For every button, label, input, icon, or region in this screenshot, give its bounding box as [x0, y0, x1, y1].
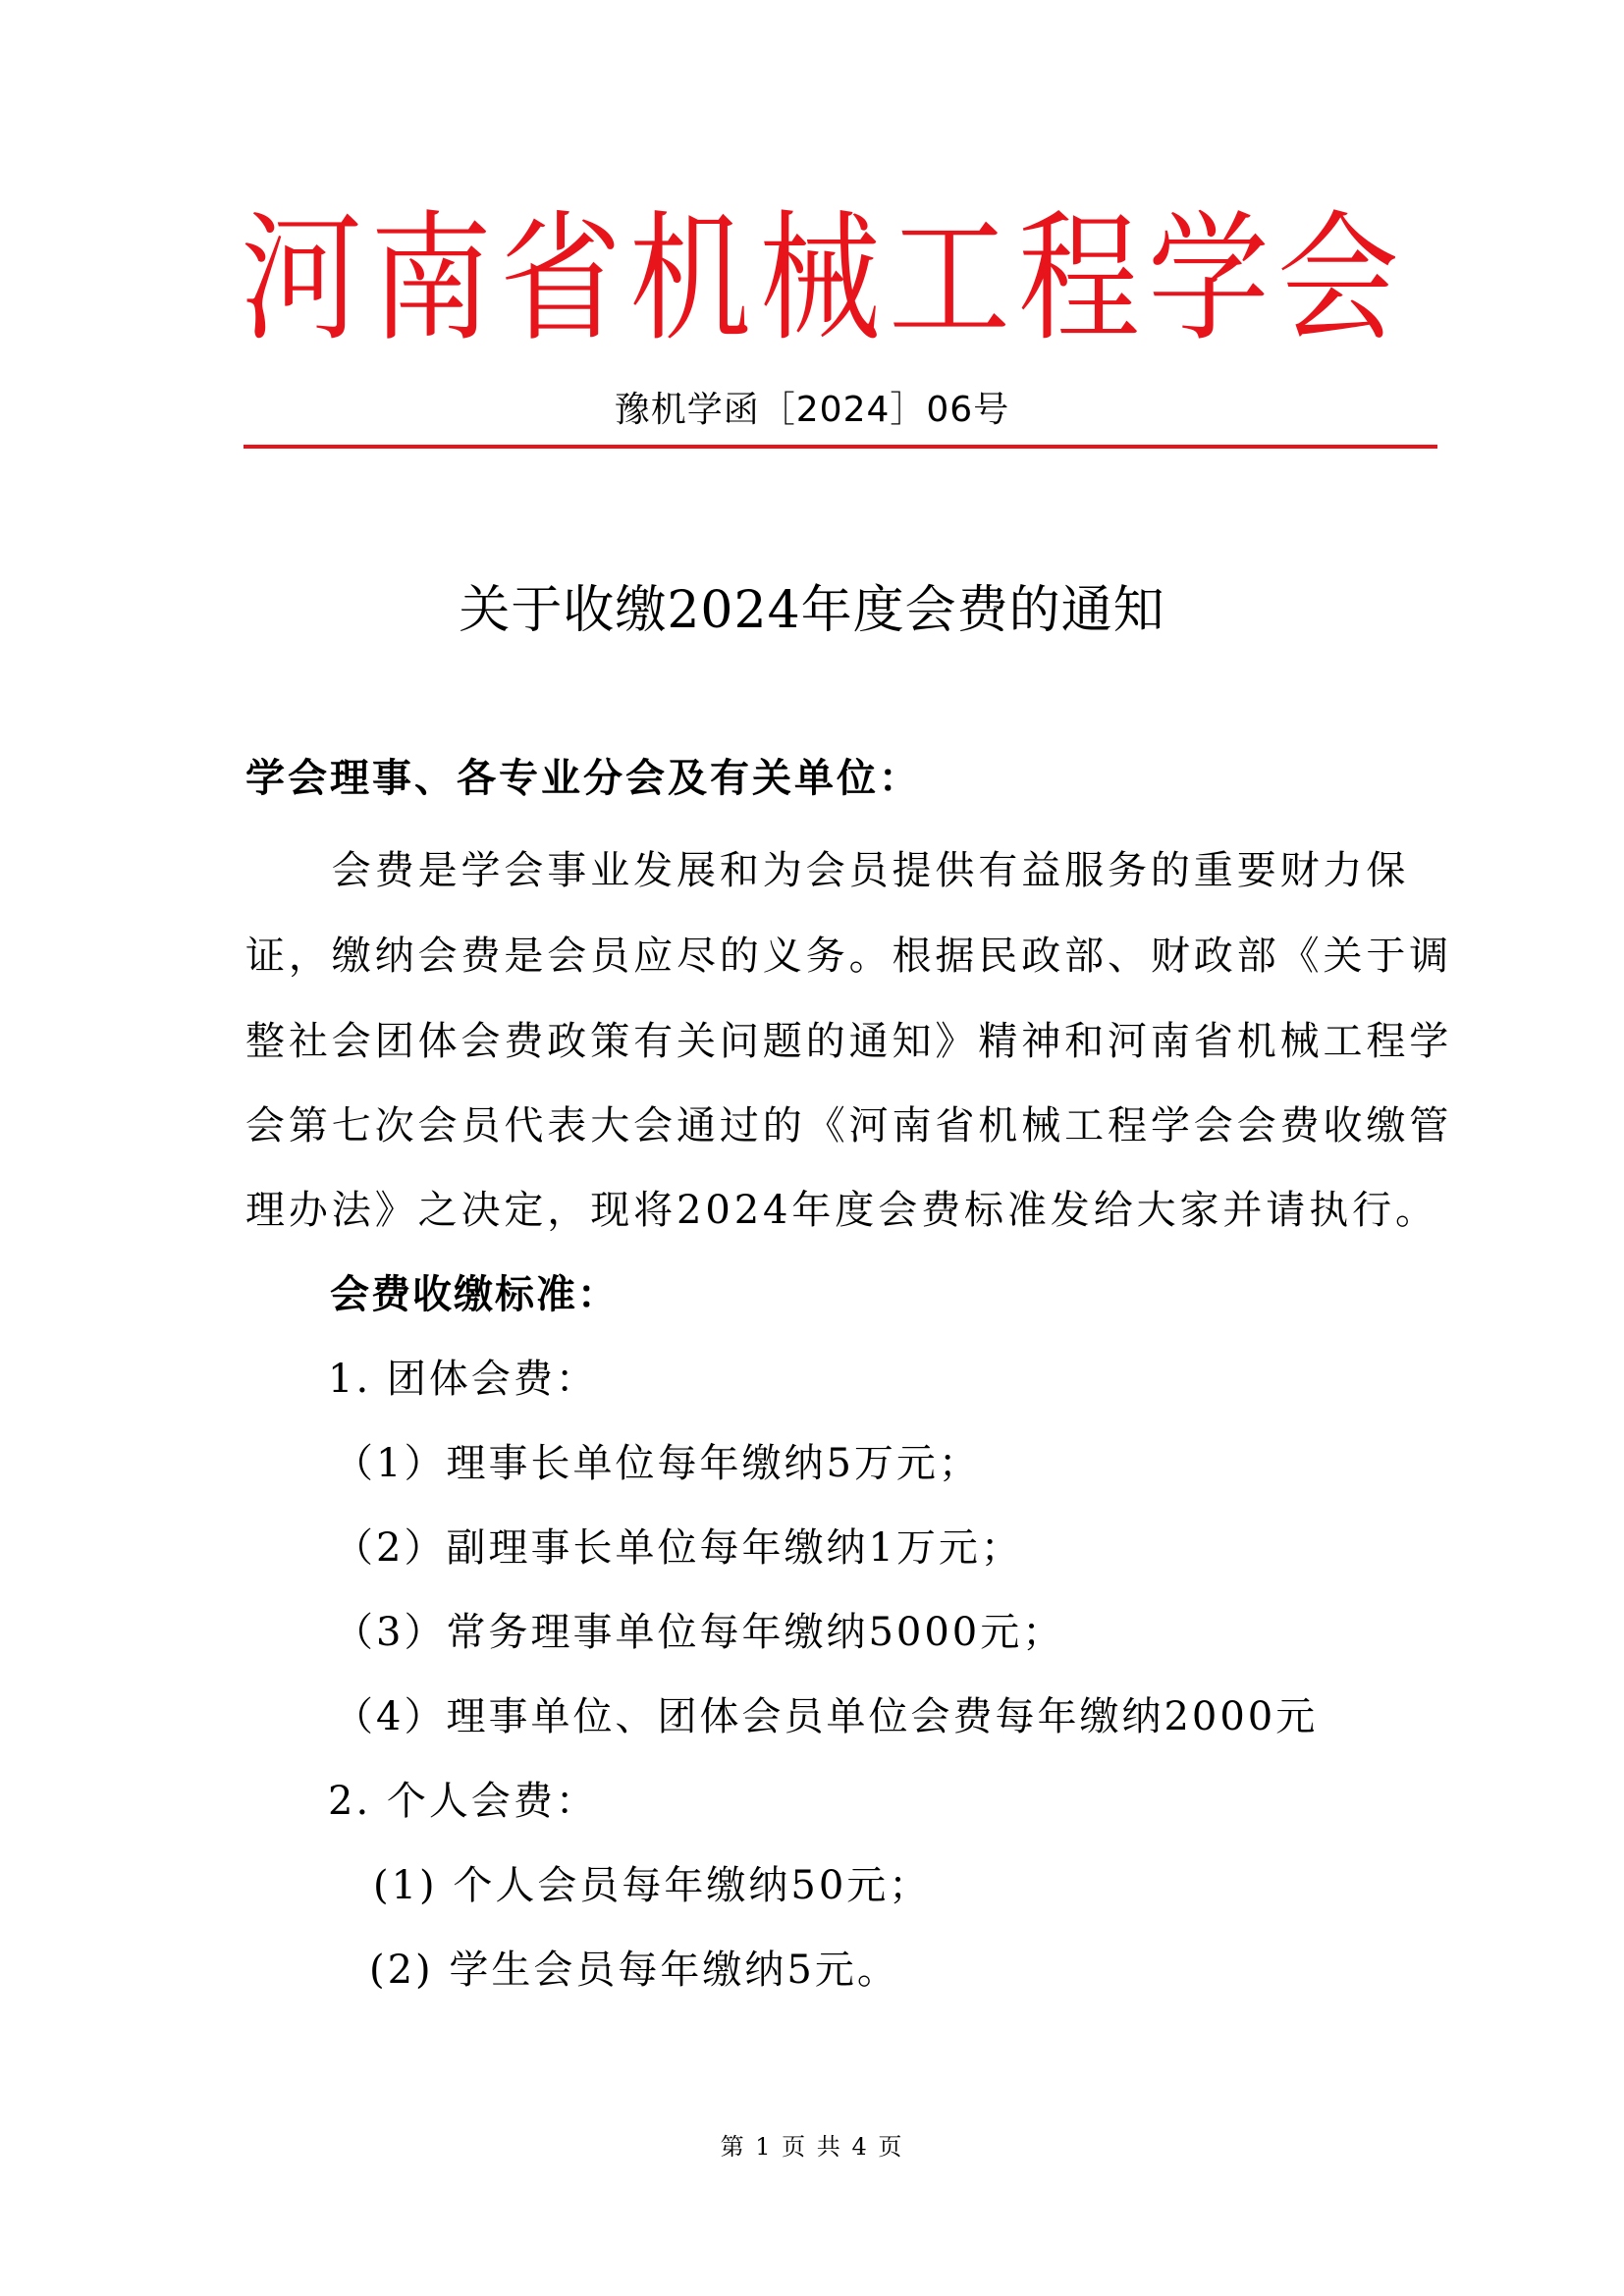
body-line: 整社会团体会费政策有关问题的通知》精神和河南省机械工程学 [245, 1019, 1453, 1064]
body-line: 理办法》之决定，现将2024年度会费标准发给大家并请执行。 [245, 1188, 1438, 1233]
group-fee-item: （3）常务理事单位每年缴纳5000元； [334, 1610, 1065, 1655]
fee-standard-heading: 会费收缴标准： [330, 1272, 619, 1317]
group-fee-item: （2）副理事长单位每年缴纳1万元； [334, 1525, 1023, 1571]
org-name-char: 河 [241, 198, 363, 361]
group-fee-heading: 1. 团体会费： [328, 1357, 598, 1402]
page-number-footer: 第 1 页 共 4 页 [720, 2133, 904, 2161]
body-line: 会第七次会员代表大会通过的《河南省机械工程学会会费收缴管 [245, 1103, 1453, 1148]
body-line: 证，缴纳会费是会员应尽的义务。根据民政部、财政部《关于调 [245, 934, 1453, 979]
org-name-char: 学 [1147, 198, 1270, 361]
notice-title: 关于收缴2024年度会费的通知 [459, 581, 1165, 640]
org-name-char: 会 [1276, 198, 1399, 361]
personal-fee-item: (1) 个人会员每年缴纳50元； [373, 1863, 932, 1908]
body-line: 会费是学会事业发展和为会员提供有益服务的重要财力保 [245, 848, 1410, 893]
org-name-char: 机 [628, 198, 751, 361]
letterhead-org-name [241, 198, 1399, 361]
personal-fee-item: (2) 学生会员每年缴纳5元。 [369, 1948, 899, 1993]
group-fee-item: （1）理事长单位每年缴纳5万元； [334, 1441, 981, 1486]
org-name-char: 械 [758, 198, 881, 361]
letterhead-divider [244, 445, 1437, 449]
salutation: 学会理事、各专业分会及有关单位： [245, 756, 921, 801]
org-name-char: 南 [369, 198, 492, 361]
org-name-char: 工 [888, 198, 1010, 361]
document-number: 豫机学函［2024］06号 [614, 390, 1010, 430]
group-fee-item: （4）理事单位、团体会员单位会费每年缴纳2000元 [334, 1694, 1319, 1739]
org-name-char: 省 [499, 198, 622, 361]
personal-fee-heading: 2. 个人会费： [328, 1779, 598, 1824]
org-name-char: 程 [1017, 198, 1140, 361]
